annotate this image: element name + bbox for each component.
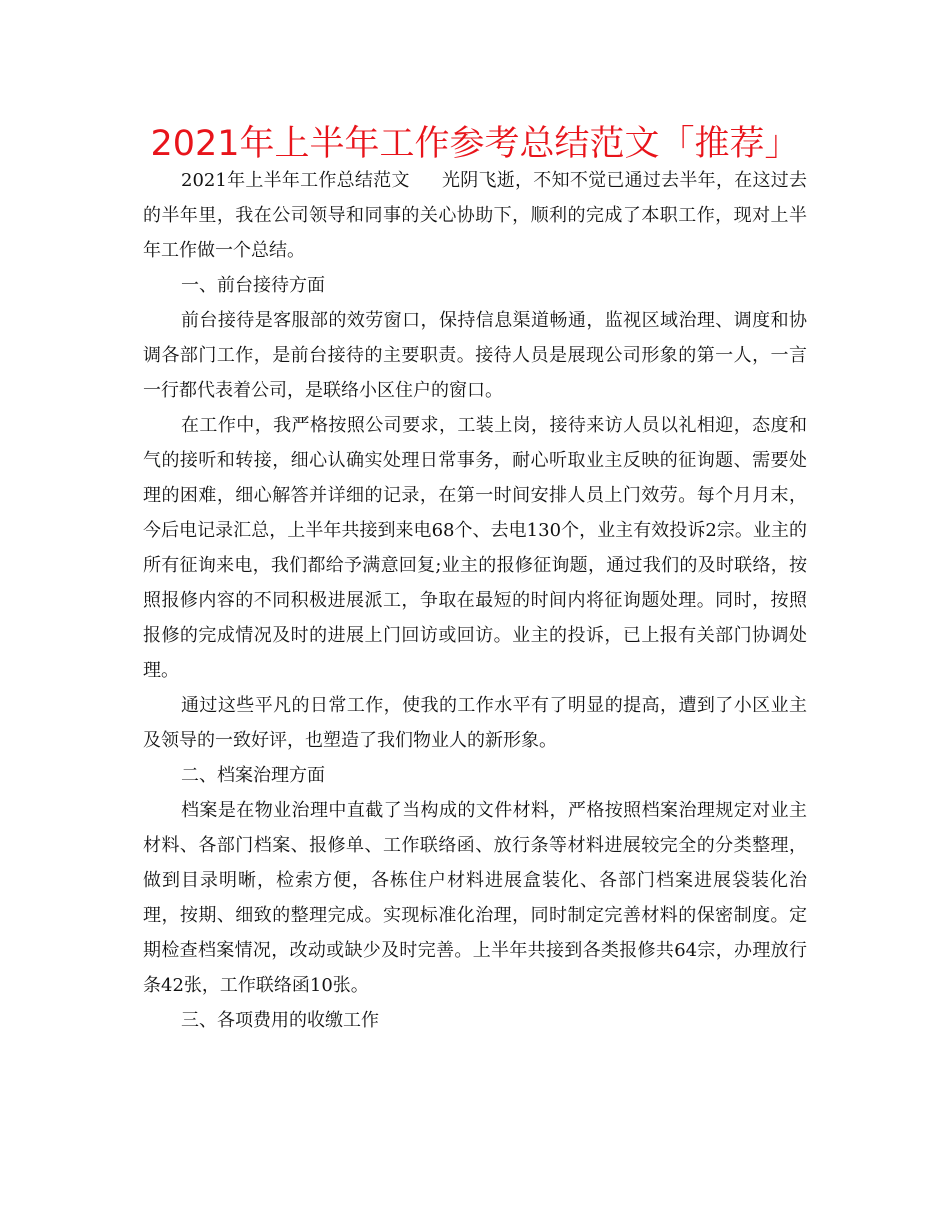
document-body — [143, 163, 807, 1038]
paragraph-reception-work: 在工作中，我严格按照公司要求，工装上岗，接待来访人员以礼相迎，态度和气的接听和转接，细心认确实处理日常事务，耐心听取业主反映的征询题、需要处理的困难，细心解答并详细的记录，在第一时间安排人员上门效劳。每个月月末，今后电记录汇总，上半年共接到来电68个、去电130个，业主有效投诉2宗。业主的所有征询来电，我们都给予满意回复;业主的报修征询题，通过我们的及时联络，按照报修内容的不同积极进展派工，争取在最短的时间内将征询题处理。同时，按照报修的完成情况及时的进展上门回访或回访。业主的投诉，已上报有关部门协调处理。 — [143, 415, 807, 681]
paragraph-archives-work: 档案是在物业治理中直截了当构成的文件材料，严格按照档案治理规定对业主材料、各部门档案、报修单、工作联络函、放行条等材料进展较完全的分类整理，做到目录明晰，检索方便，各栋住户材料进展盒装化、各部门档案进展袋装化治理，按期、细致的整理完成。实现标准化治理，同时制定完善材料的保密制度。定期检查档案情况，改动或缺少及时完善。上半年共接到各类报修共64宗，办理放行条42张，工作联络函10张。 — [143, 800, 807, 996]
section-heading-reception: 一、前台接待方面 — [181, 275, 325, 296]
intro-paragraph — [143, 163, 807, 268]
paragraph-reception-result: 通过这些平凡的日常工作，使我的工作水平有了明显的提高，遭到了小区业主及领导的一致好评，也塑造了我们物业人的新形象。 — [143, 695, 807, 751]
document-title: 2021年上半年工作参考总结范文「推荐」 — [150, 124, 800, 164]
section-heading-archives: 二、档案治理方面 — [181, 765, 325, 786]
section-heading-fees: 三、各项费用的收缴工作 — [181, 1010, 379, 1031]
intro-text: 光阴飞逝，不知不觉已通过去半年，在这过去的半年里，我在公司领导和同事的关心协助下，顺利的完成了本职工作，现对上半年工作做一个总结。 — [143, 170, 807, 261]
paragraph-reception-role: 前台接待是客服部的效劳窗口，保持信息渠道畅通，监视区域治理、调度和协调各部门工作，是前台接待的主要职责。接待人员是展现公司形象的第一人，一言一行都代表着公司，是联络小区住户的窗口。 — [143, 310, 807, 401]
intro-lead: 2021年上半年工作总结范文 — [181, 170, 410, 191]
